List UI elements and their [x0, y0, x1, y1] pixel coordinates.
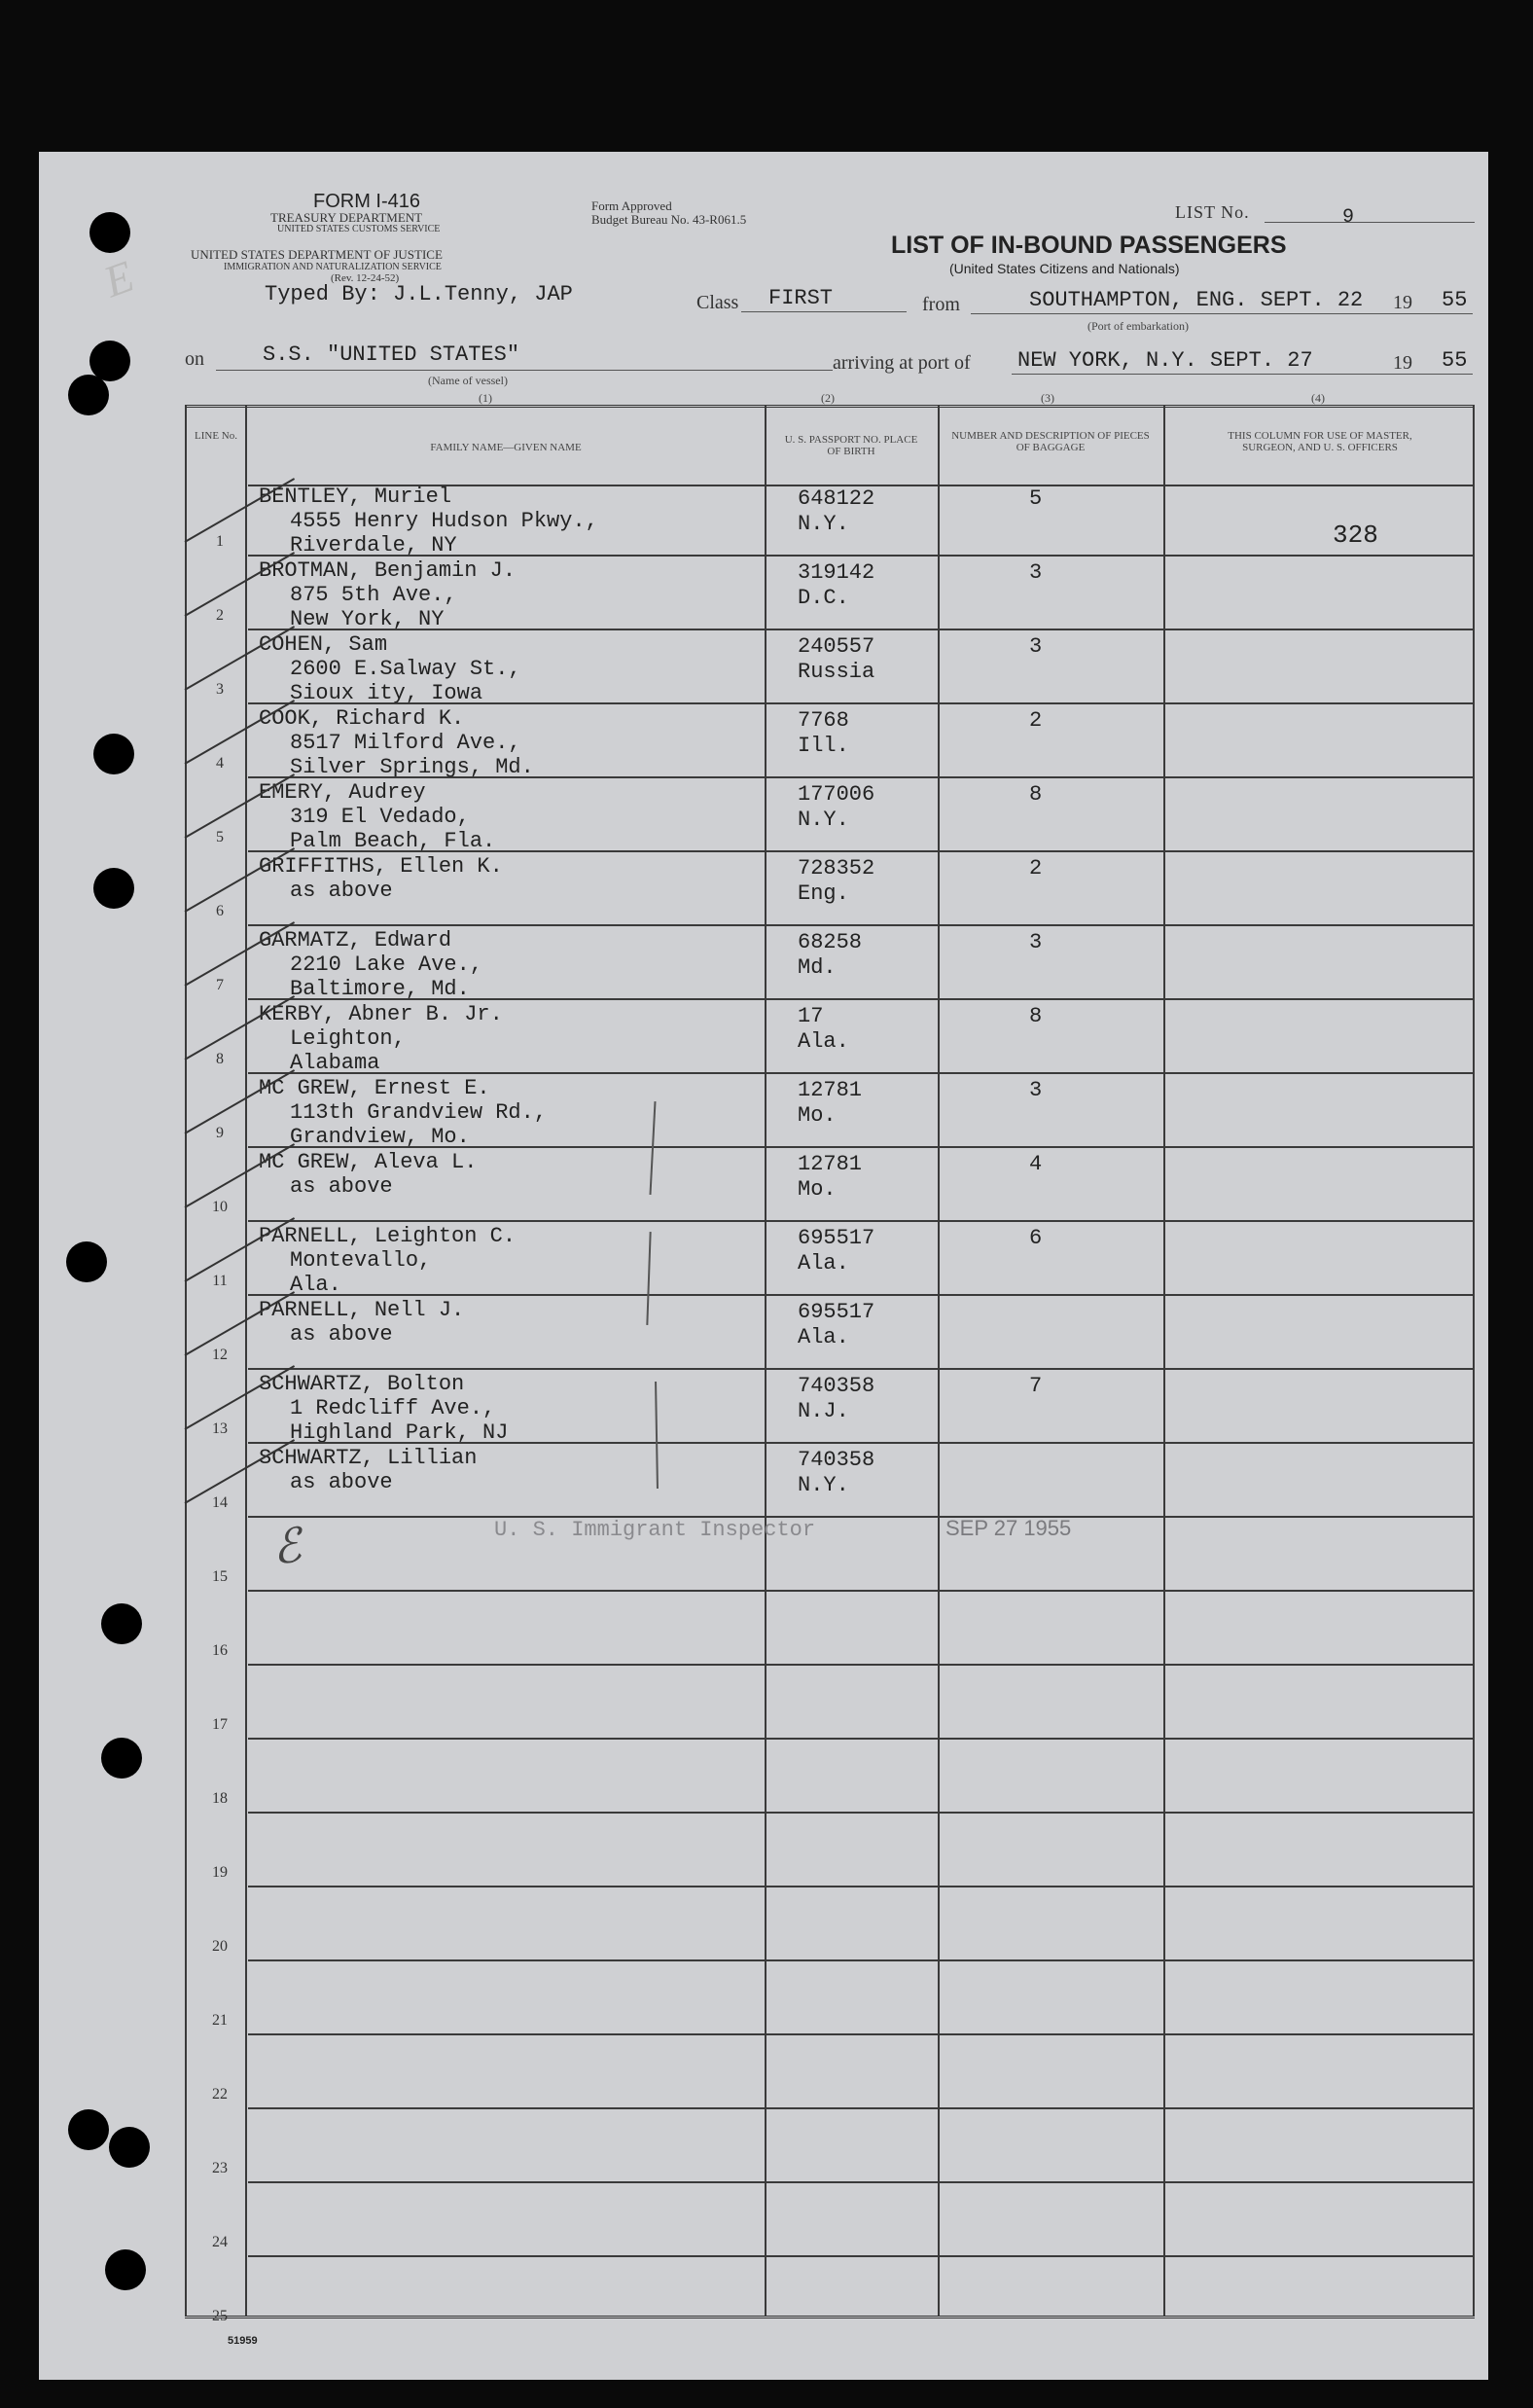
baggage-count: 8	[1029, 1004, 1043, 1028]
line-number: 8	[216, 1051, 224, 1067]
check-mark	[185, 478, 296, 543]
table-row	[0, 852, 1533, 926]
baggage-count: 2	[1029, 708, 1043, 733]
passport-number: 12781	[798, 1078, 863, 1102]
inspector-stamp: U. S. Immigrant Inspector	[494, 1518, 816, 1542]
check-mark	[185, 847, 296, 913]
from-year-prefix: 19	[1393, 292, 1412, 313]
baggage-count: 3	[1029, 1078, 1043, 1102]
passenger-name: PARNELL, Nell J.	[259, 1298, 465, 1322]
address-line: Highland Park, NJ	[290, 1420, 509, 1445]
line-number: 12	[212, 1347, 228, 1363]
table-row	[0, 557, 1533, 630]
form-approved: Form Approved	[591, 198, 672, 213]
date-stamp: SEP 27 1955	[945, 1516, 1072, 1540]
line-number: 22	[212, 2086, 228, 2103]
vessel-line	[216, 370, 833, 371]
line-number: 21	[212, 2012, 228, 2029]
port-of-arrival: NEW YORK, N.Y. SEPT. 27	[1017, 348, 1313, 373]
place-of-birth: Ill.	[798, 734, 849, 758]
address-line: as above	[290, 1322, 393, 1347]
line-number: 10	[212, 1199, 228, 1215]
baggage-count: 4	[1029, 1152, 1043, 1176]
check-mark	[185, 700, 296, 765]
line-number: 19	[212, 1864, 228, 1881]
header-baggage: NUMBER AND DESCRIPTION OF PIECES OF BAGGAGE	[951, 430, 1150, 453]
address-line: as above	[290, 879, 393, 903]
passport-number: 7768	[798, 708, 849, 733]
baggage-count: 6	[1029, 1226, 1043, 1250]
header-line-no: LINE No.	[195, 430, 237, 442]
table-row	[0, 1961, 1533, 2035]
table-row	[0, 1814, 1533, 1887]
passport-number: 12781	[798, 1152, 863, 1176]
address-line: Ala.	[290, 1273, 341, 1297]
address-line: New York, NY	[290, 607, 445, 631]
officer-note: 328	[1333, 521, 1378, 550]
passenger-name: COOK, Richard K.	[259, 706, 465, 731]
place-of-birth: Mo.	[798, 1103, 837, 1128]
form-subtitle: (United States Citizens and Nationals)	[949, 261, 1180, 276]
line-number: 7	[216, 977, 224, 993]
table-row	[0, 1370, 1533, 1444]
check-mark	[185, 552, 296, 617]
place-of-birth: Md.	[798, 955, 837, 980]
line-number: 14	[212, 1494, 228, 1511]
arrival-year-prefix: 19	[1393, 352, 1412, 374]
passenger-name: BROTMAN, Benjamin J.	[259, 558, 517, 583]
line-number: 16	[212, 1642, 228, 1659]
passport-number: 319142	[798, 560, 875, 585]
budget-bureau: Budget Bureau No. 43-R061.5	[591, 212, 747, 227]
passport-number: 17	[798, 1004, 824, 1028]
passenger-name: COHEN, Sam	[259, 632, 388, 657]
class-label: Class	[696, 292, 739, 313]
check-mark	[185, 1069, 296, 1134]
passport-number: 177006	[798, 782, 875, 807]
line-number: 9	[216, 1125, 224, 1141]
port-of-embarkation: SOUTHAMPTON, ENG. SEPT. 22	[1029, 288, 1364, 312]
passport-number: 695517	[798, 1300, 875, 1324]
baggage-count: 7	[1029, 1374, 1043, 1398]
punch-hole	[68, 375, 109, 415]
address-line: 2210 Lake Ave.,	[290, 952, 483, 977]
header-passport: U. S. PASSPORT NO. PLACE OF BIRTH	[784, 434, 918, 457]
baggage-count: 3	[1029, 930, 1043, 954]
passenger-name: KERBY, Abner B. Jr.	[259, 1002, 503, 1026]
place-of-birth: N.J.	[798, 1399, 849, 1423]
column-number-4: (4)	[1311, 391, 1325, 405]
line-number: 6	[216, 903, 224, 919]
form-number: FORM I-416	[313, 191, 421, 212]
line-number: 4	[216, 755, 224, 772]
table-row	[0, 630, 1533, 704]
column-number-2: (2)	[821, 391, 835, 405]
address-line: Alabama	[290, 1051, 380, 1075]
check-mark	[185, 921, 296, 987]
address-line: Grandview, Mo.	[290, 1125, 470, 1149]
place-of-birth: N.Y.	[798, 1473, 849, 1497]
table-row	[0, 2035, 1533, 2109]
table-row	[0, 1592, 1533, 1666]
justice-label: UNITED STATES DEPARTMENT OF JUSTICE	[191, 247, 443, 262]
port-embark-caption: (Port of embarkation)	[1087, 319, 1189, 333]
place-of-birth: N.Y.	[798, 512, 849, 536]
baggage-count: 8	[1029, 782, 1043, 807]
place-of-birth: N.Y.	[798, 808, 849, 832]
line-number: 25	[212, 2308, 228, 2324]
vessel-caption: (Name of vessel)	[428, 374, 508, 387]
address-line: 1 Redcliff Ave.,	[290, 1396, 496, 1420]
line-number: 1	[216, 533, 224, 550]
place-of-birth: D.C.	[798, 586, 849, 610]
address-line: Palm Beach, Fla.	[290, 829, 496, 853]
address-line: 113th Grandview Rd.,	[290, 1100, 548, 1125]
check-mark	[185, 1365, 296, 1430]
passenger-name: SCHWARTZ, Lillian	[259, 1446, 478, 1470]
form-title: LIST OF IN-BOUND PASSENGERS	[891, 232, 1287, 259]
line-number: 24	[212, 2234, 228, 2250]
check-mark	[185, 1439, 296, 1504]
place-of-birth: Ala.	[798, 1251, 849, 1276]
table-row	[0, 1000, 1533, 1074]
address-line: Leighton,	[290, 1026, 406, 1051]
address-line: as above	[290, 1174, 393, 1199]
punch-hole	[89, 212, 130, 253]
vessel-name: S.S. "UNITED STATES"	[263, 342, 520, 367]
table-row	[0, 483, 1533, 557]
class-line	[741, 311, 907, 312]
baggage-count: 3	[1029, 560, 1043, 585]
customs-label: UNITED STATES CUSTOMS SERVICE	[277, 224, 441, 234]
line-number: 2	[216, 607, 224, 624]
place-of-birth: Eng.	[798, 881, 849, 906]
column-number-3: (3)	[1041, 391, 1054, 405]
passport-number: 740358	[798, 1374, 875, 1398]
from-year: 55	[1442, 288, 1468, 312]
typed-by: Typed By: J.L.Tenny, JAP	[265, 282, 573, 306]
baggage-count: 3	[1029, 634, 1043, 659]
address-line: 875 5th Ave.,	[290, 583, 457, 607]
baggage-count: 2	[1029, 856, 1043, 881]
treasury-label: TREASURY DEPARTMENT	[270, 210, 423, 225]
arriving-label: arriving at port of	[833, 352, 971, 374]
passenger-name: MC GREW, Aleva L.	[259, 1150, 478, 1174]
line-number: 13	[212, 1420, 228, 1437]
address-line: Montevallo,	[290, 1248, 432, 1273]
place-of-birth: Russia	[798, 660, 875, 684]
passenger-name: BENTLEY, Muriel	[259, 485, 452, 509]
passport-number: 695517	[798, 1226, 875, 1250]
address-line: Riverdale, NY	[290, 533, 457, 557]
arrival-year: 55	[1442, 348, 1468, 373]
revision-label: (Rev. 12-24-52)	[331, 272, 400, 284]
check-mark	[185, 773, 296, 839]
address-line: Silver Springs, Md.	[290, 755, 534, 779]
table-row	[0, 1148, 1533, 1222]
place-of-birth: Mo.	[798, 1177, 837, 1202]
passport-number: 68258	[798, 930, 863, 954]
line-number: 18	[212, 1790, 228, 1807]
form-code: 51959	[228, 2335, 258, 2347]
line-number: 17	[212, 1716, 228, 1733]
line-number: 11	[212, 1273, 228, 1289]
inspector-signature: ℰ	[268, 1520, 304, 1575]
on-label: on	[185, 348, 204, 370]
address-line: Sioux ity, Iowa	[290, 681, 483, 705]
check-mark	[185, 1143, 296, 1208]
table-row	[0, 1222, 1533, 1296]
address-line: 4555 Henry Hudson Pkwy.,	[290, 509, 598, 533]
header-officers: THIS COLUMN FOR USE OF MASTER, SURGEON, AND U. S. OFFICERS	[1228, 430, 1412, 453]
table-row	[0, 1740, 1533, 1814]
column-number-1: (1)	[479, 391, 492, 405]
ins-label: IMMIGRATION AND NATURALIZATION SERVICE	[224, 262, 442, 272]
line-number: 20	[212, 1938, 228, 1955]
line-number: 3	[216, 681, 224, 698]
check-mark	[185, 626, 296, 691]
from-label: from	[922, 294, 960, 315]
address-line: 8517 Milford Ave.,	[290, 731, 521, 755]
address-line: 2600 E.Salway St.,	[290, 657, 521, 681]
place-of-birth: Ala.	[798, 1325, 849, 1349]
passport-number: 648122	[798, 486, 875, 511]
address-line: Baltimore, Md.	[290, 977, 470, 1001]
table-row	[0, 2183, 1533, 2257]
check-mark	[185, 1291, 296, 1356]
table-top-rule	[185, 405, 1475, 408]
passenger-name: GARMATZ, Edward	[259, 928, 452, 952]
place-of-birth: Ala.	[798, 1029, 849, 1054]
check-mark	[185, 995, 296, 1060]
table-row	[0, 1887, 1533, 1961]
line-number: 23	[212, 2160, 228, 2176]
passenger-name: SCHWARTZ, Bolton	[259, 1372, 465, 1396]
passport-number: 728352	[798, 856, 875, 881]
class-value: FIRST	[768, 286, 834, 310]
header-rule	[248, 485, 1474, 486]
table-row	[0, 2257, 1533, 2331]
header-name: FAMILY NAME—GIVEN NAME	[430, 442, 582, 453]
list-no-value: 9	[1342, 206, 1355, 229]
table-row	[0, 1296, 1533, 1370]
baggage-count: 5	[1029, 486, 1043, 511]
passport-number: 240557	[798, 634, 875, 659]
passenger-name: GRIFFITHS, Ellen K.	[259, 854, 503, 879]
check-mark	[185, 1217, 296, 1282]
table-row	[0, 1666, 1533, 1740]
line-number: 15	[212, 1568, 228, 1585]
passenger-name: EMERY, Audrey	[259, 780, 426, 805]
table-row	[0, 1444, 1533, 1518]
table-row	[0, 1074, 1533, 1148]
passenger-name: PARNELL, Leighton C.	[259, 1224, 517, 1248]
address-line: as above	[290, 1470, 393, 1494]
margin-scribble: E	[97, 250, 140, 307]
table-row	[0, 2109, 1533, 2183]
list-no-line	[1265, 222, 1475, 223]
list-no-label: LIST No.	[1175, 202, 1250, 222]
passenger-name: MC GREW, Ernest E.	[259, 1076, 490, 1100]
address-line: 319 El Vedado,	[290, 805, 470, 829]
table-row	[0, 926, 1533, 1000]
line-number: 5	[216, 829, 224, 845]
passport-number: 740358	[798, 1448, 875, 1472]
table-row	[0, 778, 1533, 852]
table-row	[0, 704, 1533, 778]
